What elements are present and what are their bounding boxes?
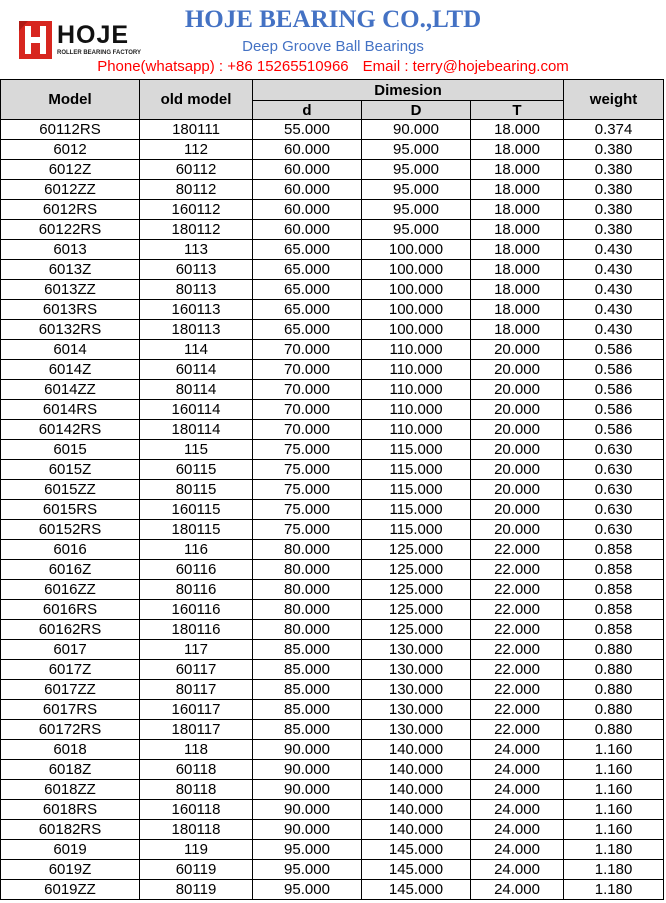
d-cell: 55.000 [253, 120, 362, 140]
t-cell: 18.000 [471, 260, 564, 280]
table-row [1, 820, 664, 840]
old-model-cell: 60112 [140, 160, 253, 180]
old-model-cell: 160116 [140, 600, 253, 620]
d-cell: 90.000 [253, 800, 362, 820]
table-row [1, 400, 664, 420]
outer-d-cell: 130.000 [362, 680, 471, 700]
table-row [1, 500, 664, 520]
table-row [1, 640, 664, 660]
outer-d-cell: 140.000 [362, 760, 471, 780]
weight-cell: 0.586 [564, 420, 664, 440]
weight-cell: 0.880 [564, 660, 664, 680]
col-header-weight: weight [564, 80, 664, 120]
d-cell: 60.000 [253, 220, 362, 240]
t-cell: 20.000 [471, 480, 564, 500]
weight-cell: 0.586 [564, 400, 664, 420]
old-model-cell: 160117 [140, 700, 253, 720]
table-row [1, 340, 664, 360]
table-row [1, 840, 664, 860]
model-cell: 6016Z [1, 560, 140, 580]
t-cell: 22.000 [471, 680, 564, 700]
outer-d-cell: 145.000 [362, 880, 471, 900]
phone-text: Phone(whatsapp) : +86 15265510966 [97, 58, 349, 75]
table-row [1, 460, 664, 480]
t-cell: 20.000 [471, 520, 564, 540]
t-cell: 20.000 [471, 500, 564, 520]
d-cell: 65.000 [253, 300, 362, 320]
d-cell: 65.000 [253, 260, 362, 280]
weight-cell: 0.430 [564, 300, 664, 320]
model-cell: 6012 [1, 140, 140, 160]
outer-d-cell: 145.000 [362, 860, 471, 880]
weight-cell: 0.430 [564, 280, 664, 300]
t-cell: 24.000 [471, 840, 564, 860]
model-cell: 6016RS [1, 600, 140, 620]
old-model-cell: 160113 [140, 300, 253, 320]
weight-cell: 1.180 [564, 860, 664, 880]
outer-d-cell: 140.000 [362, 780, 471, 800]
d-cell: 75.000 [253, 440, 362, 460]
model-cell: 60132RS [1, 320, 140, 340]
table-row [1, 200, 664, 220]
d-cell: 70.000 [253, 360, 362, 380]
table-row [1, 880, 664, 900]
table-row [1, 600, 664, 620]
outer-d-cell: 125.000 [362, 580, 471, 600]
outer-d-cell: 100.000 [362, 320, 471, 340]
model-cell: 6014 [1, 340, 140, 360]
outer-d-cell: 115.000 [362, 460, 471, 480]
model-cell: 6012Z [1, 160, 140, 180]
d-cell: 75.000 [253, 460, 362, 480]
table-row [1, 520, 664, 540]
old-model-cell: 80116 [140, 580, 253, 600]
old-model-cell: 180111 [140, 120, 253, 140]
weight-cell: 0.380 [564, 200, 664, 220]
outer-d-cell: 100.000 [362, 280, 471, 300]
d-cell: 80.000 [253, 620, 362, 640]
d-cell: 65.000 [253, 320, 362, 340]
table-row [1, 140, 664, 160]
old-model-cell: 80113 [140, 280, 253, 300]
old-model-cell: 80119 [140, 880, 253, 900]
outer-d-cell: 110.000 [362, 380, 471, 400]
t-cell: 20.000 [471, 460, 564, 480]
old-model-cell: 160114 [140, 400, 253, 420]
old-model-cell: 180116 [140, 620, 253, 640]
outer-d-cell: 100.000 [362, 240, 471, 260]
d-cell: 95.000 [253, 860, 362, 880]
t-cell: 18.000 [471, 280, 564, 300]
outer-d-cell: 125.000 [362, 560, 471, 580]
page-header [0, 0, 666, 79]
old-model-cell: 180115 [140, 520, 253, 540]
col-header-t-width: T [471, 101, 564, 120]
bearing-spec-table [0, 79, 664, 900]
t-cell: 18.000 [471, 300, 564, 320]
d-cell: 75.000 [253, 520, 362, 540]
outer-d-cell: 130.000 [362, 640, 471, 660]
t-cell: 18.000 [471, 160, 564, 180]
outer-d-cell: 140.000 [362, 740, 471, 760]
table-row [1, 120, 664, 140]
table-row [1, 240, 664, 260]
weight-cell: 1.160 [564, 780, 664, 800]
old-model-cell: 80114 [140, 380, 253, 400]
weight-cell: 0.430 [564, 260, 664, 280]
t-cell: 24.000 [471, 740, 564, 760]
model-cell: 60172RS [1, 720, 140, 740]
t-cell: 18.000 [471, 180, 564, 200]
table-row [1, 580, 664, 600]
outer-d-cell: 130.000 [362, 660, 471, 680]
d-cell: 90.000 [253, 820, 362, 840]
model-cell: 60162RS [1, 620, 140, 640]
d-cell: 60.000 [253, 180, 362, 200]
table-row [1, 260, 664, 280]
outer-d-cell: 130.000 [362, 720, 471, 740]
old-model-cell: 60117 [140, 660, 253, 680]
old-model-cell: 60114 [140, 360, 253, 380]
outer-d-cell: 100.000 [362, 260, 471, 280]
t-cell: 24.000 [471, 880, 564, 900]
table-row [1, 480, 664, 500]
d-cell: 80.000 [253, 540, 362, 560]
weight-cell: 0.586 [564, 340, 664, 360]
weight-cell: 0.380 [564, 140, 664, 160]
d-cell: 70.000 [253, 420, 362, 440]
model-cell: 6018ZZ [1, 780, 140, 800]
col-header-d-outer: D [362, 101, 471, 120]
model-cell: 6015 [1, 440, 140, 460]
table-row [1, 220, 664, 240]
weight-cell: 0.880 [564, 680, 664, 700]
d-cell: 60.000 [253, 200, 362, 220]
outer-d-cell: 95.000 [362, 220, 471, 240]
table-row [1, 300, 664, 320]
d-cell: 85.000 [253, 640, 362, 660]
d-cell: 95.000 [253, 840, 362, 860]
outer-d-cell: 95.000 [362, 160, 471, 180]
old-model-cell: 60115 [140, 460, 253, 480]
outer-d-cell: 115.000 [362, 500, 471, 520]
d-cell: 90.000 [253, 760, 362, 780]
old-model-cell: 80115 [140, 480, 253, 500]
outer-d-cell: 110.000 [362, 420, 471, 440]
t-cell: 22.000 [471, 660, 564, 680]
table-row [1, 540, 664, 560]
old-model-cell: 180117 [140, 720, 253, 740]
weight-cell: 1.160 [564, 820, 664, 840]
weight-cell: 1.180 [564, 880, 664, 900]
model-cell: 6019Z [1, 860, 140, 880]
old-model-cell: 80117 [140, 680, 253, 700]
outer-d-cell: 125.000 [362, 620, 471, 640]
t-cell: 20.000 [471, 340, 564, 360]
table-body [1, 120, 664, 900]
old-model-cell: 80112 [140, 180, 253, 200]
weight-cell: 0.880 [564, 720, 664, 740]
t-cell: 20.000 [471, 380, 564, 400]
d-cell: 90.000 [253, 780, 362, 800]
col-header-model: Model [1, 80, 140, 120]
weight-cell: 0.380 [564, 220, 664, 240]
outer-d-cell: 110.000 [362, 340, 471, 360]
table-row [1, 620, 664, 640]
model-cell: 6012RS [1, 200, 140, 220]
d-cell: 70.000 [253, 340, 362, 360]
table-row [1, 380, 664, 400]
d-cell: 65.000 [253, 240, 362, 260]
model-cell: 60152RS [1, 520, 140, 540]
weight-cell: 1.160 [564, 760, 664, 780]
d-cell: 65.000 [253, 280, 362, 300]
table-row [1, 680, 664, 700]
model-cell: 6017RS [1, 700, 140, 720]
weight-cell: 0.880 [564, 640, 664, 660]
weight-cell: 0.374 [564, 120, 664, 140]
t-cell: 20.000 [471, 420, 564, 440]
email-text: Email : terry@hojebearing.com [362, 58, 569, 75]
t-cell: 20.000 [471, 440, 564, 460]
old-model-cell: 60116 [140, 560, 253, 580]
model-cell: 6013 [1, 240, 140, 260]
t-cell: 22.000 [471, 620, 564, 640]
model-cell: 60142RS [1, 420, 140, 440]
old-model-cell: 180118 [140, 820, 253, 840]
outer-d-cell: 90.000 [362, 120, 471, 140]
table-row [1, 720, 664, 740]
t-cell: 24.000 [471, 780, 564, 800]
old-model-cell: 80118 [140, 780, 253, 800]
model-cell: 6015RS [1, 500, 140, 520]
old-model-cell: 118 [140, 740, 253, 760]
d-cell: 85.000 [253, 680, 362, 700]
d-cell: 90.000 [253, 740, 362, 760]
old-model-cell: 180112 [140, 220, 253, 240]
model-cell: 60182RS [1, 820, 140, 840]
outer-d-cell: 95.000 [362, 200, 471, 220]
model-cell: 6019ZZ [1, 880, 140, 900]
outer-d-cell: 140.000 [362, 820, 471, 840]
d-cell: 85.000 [253, 700, 362, 720]
t-cell: 22.000 [471, 600, 564, 620]
t-cell: 18.000 [471, 320, 564, 340]
old-model-cell: 114 [140, 340, 253, 360]
model-cell: 6013Z [1, 260, 140, 280]
weight-cell: 0.586 [564, 360, 664, 380]
d-cell: 60.000 [253, 160, 362, 180]
weight-cell: 0.630 [564, 500, 664, 520]
table-row [1, 780, 664, 800]
old-model-cell: 180113 [140, 320, 253, 340]
t-cell: 24.000 [471, 760, 564, 780]
t-cell: 18.000 [471, 200, 564, 220]
weight-cell: 0.380 [564, 180, 664, 200]
t-cell: 22.000 [471, 720, 564, 740]
model-cell: 6015Z [1, 460, 140, 480]
d-cell: 70.000 [253, 400, 362, 420]
weight-cell: 1.160 [564, 740, 664, 760]
old-model-cell: 160118 [140, 800, 253, 820]
weight-cell: 0.630 [564, 440, 664, 460]
weight-cell: 0.430 [564, 320, 664, 340]
outer-d-cell: 115.000 [362, 520, 471, 540]
outer-d-cell: 125.000 [362, 600, 471, 620]
weight-cell: 0.858 [564, 560, 664, 580]
table-row [1, 160, 664, 180]
model-cell: 60122RS [1, 220, 140, 240]
model-cell: 6015ZZ [1, 480, 140, 500]
weight-cell: 0.630 [564, 520, 664, 540]
col-header-old-model: old model [140, 80, 253, 120]
table-row [1, 860, 664, 880]
t-cell: 22.000 [471, 640, 564, 660]
model-cell: 6016ZZ [1, 580, 140, 600]
weight-cell: 0.586 [564, 380, 664, 400]
table-row [1, 440, 664, 460]
model-cell: 6014Z [1, 360, 140, 380]
outer-d-cell: 110.000 [362, 400, 471, 420]
outer-d-cell: 115.000 [362, 440, 471, 460]
d-cell: 75.000 [253, 480, 362, 500]
outer-d-cell: 115.000 [362, 480, 471, 500]
weight-cell: 0.430 [564, 240, 664, 260]
table-row [1, 800, 664, 820]
weight-cell: 1.160 [564, 800, 664, 820]
old-model-cell: 116 [140, 540, 253, 560]
old-model-cell: 60113 [140, 260, 253, 280]
model-cell: 6017ZZ [1, 680, 140, 700]
old-model-cell: 60118 [140, 760, 253, 780]
outer-d-cell: 110.000 [362, 360, 471, 380]
d-cell: 85.000 [253, 660, 362, 680]
d-cell: 95.000 [253, 880, 362, 900]
old-model-cell: 180114 [140, 420, 253, 440]
table-row [1, 320, 664, 340]
table-row [1, 280, 664, 300]
old-model-cell: 115 [140, 440, 253, 460]
table-row [1, 700, 664, 720]
table-row [1, 740, 664, 760]
outer-d-cell: 95.000 [362, 140, 471, 160]
d-cell: 60.000 [253, 140, 362, 160]
outer-d-cell: 130.000 [362, 700, 471, 720]
outer-d-cell: 125.000 [362, 540, 471, 560]
weight-cell: 1.180 [564, 840, 664, 860]
weight-cell: 0.858 [564, 580, 664, 600]
table-row [1, 420, 664, 440]
t-cell: 24.000 [471, 800, 564, 820]
weight-cell: 0.858 [564, 540, 664, 560]
d-cell: 70.000 [253, 380, 362, 400]
model-cell: 6017Z [1, 660, 140, 680]
t-cell: 24.000 [471, 820, 564, 840]
logo-wordmark: HOJE [57, 21, 130, 49]
weight-cell: 0.858 [564, 600, 664, 620]
table-row [1, 660, 664, 680]
model-cell: 6014ZZ [1, 380, 140, 400]
logo-tagline: ROLLER BEARING FACTORY [57, 50, 142, 56]
d-cell: 75.000 [253, 500, 362, 520]
weight-cell: 0.858 [564, 620, 664, 640]
model-cell: 6012ZZ [1, 180, 140, 200]
table-row [1, 180, 664, 200]
old-model-cell: 113 [140, 240, 253, 260]
t-cell: 20.000 [471, 400, 564, 420]
model-cell: 6019 [1, 840, 140, 860]
d-cell: 80.000 [253, 560, 362, 580]
weight-cell: 0.630 [564, 460, 664, 480]
d-cell: 80.000 [253, 600, 362, 620]
t-cell: 18.000 [471, 220, 564, 240]
model-cell: 6018Z [1, 760, 140, 780]
model-cell: 6013RS [1, 300, 140, 320]
t-cell: 22.000 [471, 560, 564, 580]
old-model-cell: 160112 [140, 200, 253, 220]
model-cell: 6018RS [1, 800, 140, 820]
col-header-d-inner: d [253, 101, 362, 120]
model-cell: 6017 [1, 640, 140, 660]
outer-d-cell: 100.000 [362, 300, 471, 320]
company-name: HOJE BEARING CO.,LTD [184, 6, 482, 33]
model-cell: 6016 [1, 540, 140, 560]
model-cell: 6013ZZ [1, 280, 140, 300]
weight-cell: 0.380 [564, 160, 664, 180]
old-model-cell: 112 [140, 140, 253, 160]
col-header-dimension: Dimesion [253, 80, 564, 101]
t-cell: 22.000 [471, 580, 564, 600]
t-cell: 18.000 [471, 240, 564, 260]
d-cell: 80.000 [253, 580, 362, 600]
table-row [1, 360, 664, 380]
outer-d-cell: 95.000 [362, 180, 471, 200]
table-row [1, 560, 664, 580]
model-cell: 6014RS [1, 400, 140, 420]
outer-d-cell: 140.000 [362, 800, 471, 820]
old-model-cell: 117 [140, 640, 253, 660]
t-cell: 22.000 [471, 700, 564, 720]
outer-d-cell: 145.000 [362, 840, 471, 860]
model-cell: 6018 [1, 740, 140, 760]
old-model-cell: 119 [140, 840, 253, 860]
t-cell: 20.000 [471, 360, 564, 380]
d-cell: 85.000 [253, 720, 362, 740]
old-model-cell: 60119 [140, 860, 253, 880]
t-cell: 18.000 [471, 140, 564, 160]
contact-line [0, 58, 666, 76]
old-model-cell: 160115 [140, 500, 253, 520]
t-cell: 22.000 [471, 540, 564, 560]
table-row [1, 760, 664, 780]
weight-cell: 0.880 [564, 700, 664, 720]
t-cell: 18.000 [471, 120, 564, 140]
model-cell: 60112RS [1, 120, 140, 140]
t-cell: 24.000 [471, 860, 564, 880]
weight-cell: 0.630 [564, 480, 664, 500]
product-subtitle: Deep Groove Ball Bearings [242, 38, 424, 55]
